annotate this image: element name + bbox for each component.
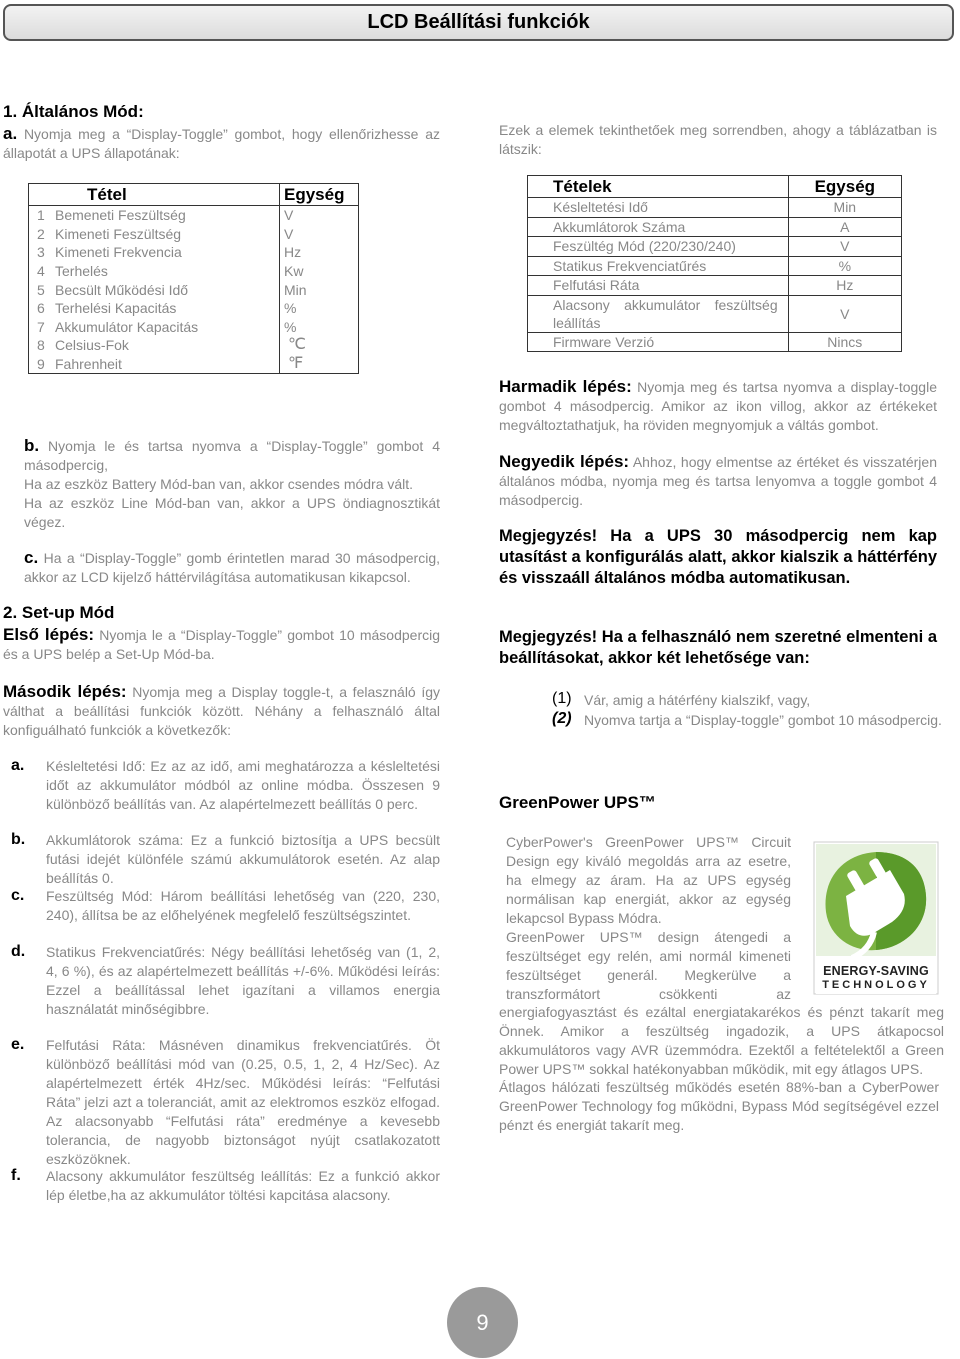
sec1-a-paragraph (3, 124, 440, 163)
energy-saving-logo (812, 840, 940, 1000)
step4-text: Ahhoz, hogy elmentse az értéket és visszatérjen általános módba, nyomja meg és tartsa lenyomva a toggle gombot 4 másodpercig. (499, 454, 937, 508)
greenpower-paragraph-3: Átlagos hálózati feszültség működés esetén 88%-ban a CyberPower GreenPower Technology fog működni, Bypass Mód segítségével ezzel pénzt és energiát takarít meg. (499, 1079, 939, 1133)
row-number: 3 (29, 243, 52, 262)
table-header-unit: Egység (280, 184, 359, 206)
section-2-heading: 2. Set-up Mód (3, 603, 115, 622)
row-item: Kimeneti Feszültség (51, 225, 280, 244)
sec1-c-paragraph (24, 548, 440, 587)
setting-b-text: Akkumlátorok száma: Ez a funkció biztosítja a UPS becsült futási idejét különféle számú akkumulátorok esetén. Az alap beállítás 0. (46, 832, 440, 886)
step3-label: Harmadik lépés: (499, 377, 632, 396)
row-item: Feszültég Mód (220/230/240) (528, 237, 789, 257)
row-number: 6 (29, 299, 52, 318)
table-header-item: Tétel (29, 184, 280, 206)
row-item: Kimeneti Frekvencia (51, 243, 280, 262)
step1-text: Nyomja le a “Display-Toggle” gombot 10 másodpercig és a UPS belép a Set-Up Mód-ba. (3, 627, 440, 662)
sec1-b-text3: Ha az eszköz Line Mód-ban van, akkor a UPS öndiagnosztikát végez. (24, 495, 440, 530)
row-unit: Hz (788, 276, 901, 296)
option-1-text: Vár, amig a hátérfény kialszikf, vagy, (584, 692, 811, 708)
row-number: 5 (29, 280, 52, 299)
note-2: Megjegyzés! Ha a felhasználó nem szeretné elmenteni a beállításokat, akkor két lehetősége van: (499, 628, 937, 667)
greenpower-paragraph-2b: energiafogyasztást és ezáltal energiatakarékos és pénzt takarít meg Önnek. Amikor a feszültség ingadozik, a UPS átkapocsol akkumulátoros vagy AVR üzemmódra. Ezektől a feltételektől a Green Power UPS™ sokkal hatékonyabban működik, mit egy átlagos UPS. (499, 1004, 944, 1077)
greenpower-title: GreenPower UPS™ (499, 793, 656, 812)
table-header-unit: Egység (788, 176, 901, 198)
row-item: Felfutási Ráta (528, 276, 789, 296)
step4-paragraph (499, 452, 937, 510)
note-1: Megjegyzés! Ha a UPS 30 másodpercig nem kap utasítást a konfigurálás alatt, akkor kialszik a háttérfény és visszaáll általános módba automatikusan. (499, 527, 937, 587)
row-unit: Hz (280, 243, 359, 262)
status-items-table (28, 183, 359, 374)
sec1-c-text: Ha a “Display-Toggle” gomb érintetlen marad 30 másodpercig, akkor az LCD kijelző háttérvilágítása automatikusan kikapcsol. (24, 550, 441, 585)
setting-b-letter: b. (11, 831, 26, 848)
right-intro: Ezek a elemek tekinthetőek meg sorrendben, ahogy a táblázatban is látszik: (499, 122, 937, 157)
step2-text: Nyomja meg a Display toggle-t, a felasználó így válthat a beállítási funkciók között. Néhány a felhasználó által konfiguálható funkciók a következők: (3, 684, 441, 738)
sec1-a-letter: a. (3, 124, 18, 143)
option-2-number: (2) (552, 710, 572, 727)
greenpower-paragraph-2a: GreenPower UPS™ design átengedi a feszültséget egy relén, ami normál kimeneti feszültséget generál. Megkerülve a transzformátort csökkenti az (506, 929, 791, 1002)
sec2-step2 (3, 682, 440, 740)
setting-a-letter: a. (11, 757, 25, 774)
step3-text: Nyomja meg és tartsa nyomva a display-toggle gombot 4 másodpercig. Amikor az ikon villog, akkor az értékeket megváltoztathatjuk, ha röviden megnyomjuk a váltás gombot. (499, 379, 937, 433)
setting-f-text: Alacsony akkumulátor feszültség leállítás: Ez a funkció akkor lép életbe,ha az akkumulátor töltési kapcitása alacsony. (46, 1168, 440, 1203)
row-unit: V (280, 206, 359, 225)
row-unit: Kw (280, 262, 359, 281)
row-item: Akkumulátor Kapacitás (51, 318, 280, 337)
section-1-heading: 1. Általános Mód: (3, 102, 144, 121)
row-item: Becsült Működési Idő (51, 280, 280, 299)
sec2-step1 (3, 625, 440, 664)
row-item: Statikus Frekvenciatűrés (528, 256, 789, 276)
step2-label: Második lépés: (3, 682, 127, 701)
setting-f-letter: f. (11, 1167, 21, 1184)
setting-d-letter: d. (11, 943, 26, 960)
sec1-a-text: Nyomja meg a “Display-Toggle” gombot, hogy ellenőrizhesse az állapotát a UPS állapotának: (3, 126, 440, 161)
setting-c-text: Feszültség Mód: Három beállítási lehetőség van (220, 230, 240), állítsa be az előhelyének megfelelő feszültségszintet. (46, 888, 440, 923)
row-item: Akkumlátorok Száma (528, 217, 789, 237)
setup-items-table (527, 175, 902, 352)
row-unit: V (788, 295, 901, 332)
row-item: Terhelés (51, 262, 280, 281)
setting-e-letter: e. (11, 1036, 25, 1053)
option-2-text: Nyomva tartja a “Display-toggle” gombot 10 másodpercig. (584, 712, 942, 728)
row-unit: Nincs (788, 332, 901, 352)
row-number: 7 (29, 318, 52, 337)
row-item: Fahrenheit (51, 355, 280, 374)
sec1-b-text2: Ha az eszköz Battery Mód-ban van, akkor csendes módra vált. (24, 476, 414, 492)
row-number: 4 (29, 262, 52, 281)
row-unit: % (280, 299, 359, 318)
row-number: 9 (29, 355, 52, 374)
row-item: Firmware Verzió (528, 332, 789, 352)
setting-c-letter: c. (11, 887, 25, 904)
row-item: Terhelési Kapacitás (51, 299, 280, 318)
step1-label: Első lépés: (3, 625, 95, 644)
row-item: Bemeneti Feszültség (51, 206, 280, 225)
logo-line-1: ENERGY-SAVING (823, 964, 929, 978)
row-unit: ℃ (280, 336, 359, 355)
setting-e-text: Felfutási Ráta: Másnéven dinamikus frekvenciatűrés. Öt különböző beállítási mód van (0.25, 0.5, 1, 2, 4 Hz/Sec). Az alapértelmezett érték 4Hz/sec. Működési leírás: “Felfutási Ráta” jelzi azt a toleranciát, amit az elektromos eszköz elfogad. Az alacsonyabb “Felfutási ráta” eredménye a kevesebb tolerancia, de nagyobb biztonságot nyújt csatlakozatott eszközöknek. (46, 1037, 440, 1167)
sec1-b-text1: Nyomja le és tartsa nyomva a “Display-Toggle” gombot 4 másodpercig, (24, 438, 441, 473)
row-item: Késleltetési Idő (528, 198, 789, 218)
row-number: 2 (29, 225, 52, 244)
step4-label: Negyedik lépés: (499, 452, 630, 471)
row-unit: % (788, 256, 901, 276)
row-unit: Min (280, 280, 359, 299)
greenpower-paragraph-1: CyberPower's GreenPower UPS™ Circuit Design egy kiváló megoldás arra az esetre, ha elmegy az áram. Ha az UPS egység normálisan kap energiát, akkor az egység lekapcsol Bypass Módra. (506, 834, 791, 926)
sec1-b-letter: b. (24, 436, 40, 455)
row-number: 1 (29, 206, 52, 225)
option-1-number: (1) (552, 690, 572, 707)
row-unit: Min (788, 198, 901, 218)
table-header-item: Tételek (528, 176, 789, 198)
logo-line-2: TECHNOLOGY (822, 979, 930, 991)
row-unit: ℉ (280, 355, 359, 374)
sec1-c-letter: c. (24, 548, 39, 567)
page-title: LCD Beállítási funkciók (3, 4, 954, 41)
row-number: 8 (29, 336, 52, 355)
row-unit: V (788, 237, 901, 257)
row-item: Celsius-Fok (51, 336, 280, 355)
setting-a-text: Késleltetési Idő: Ez az az idő, ami meghatározza a késleltetési időt az akkumulátor módból az online módba. Összesen 9 különböző beállítás van. Az alapértelmezett beállítás 0 perc. (46, 758, 440, 812)
setting-d-text: Statikus Frekvenciatűrés: Négy beállítási lehetőség van (1, 2, 4, 6 %), és az alapértelmezett beállítás +/-6%. Működési leírás: Ezzel a beállítással lehet igazítani a villamos energia használatát minőségibbre. (46, 944, 440, 1017)
sec1-b-paragraph (24, 436, 440, 532)
page-number: 9 (447, 1287, 518, 1358)
row-unit: % (280, 318, 359, 337)
row-item: Alacsony akkumulátor feszültség leállítás (528, 295, 789, 332)
row-unit: V (280, 225, 359, 244)
step3-paragraph (499, 377, 937, 435)
row-unit: A (788, 217, 901, 237)
